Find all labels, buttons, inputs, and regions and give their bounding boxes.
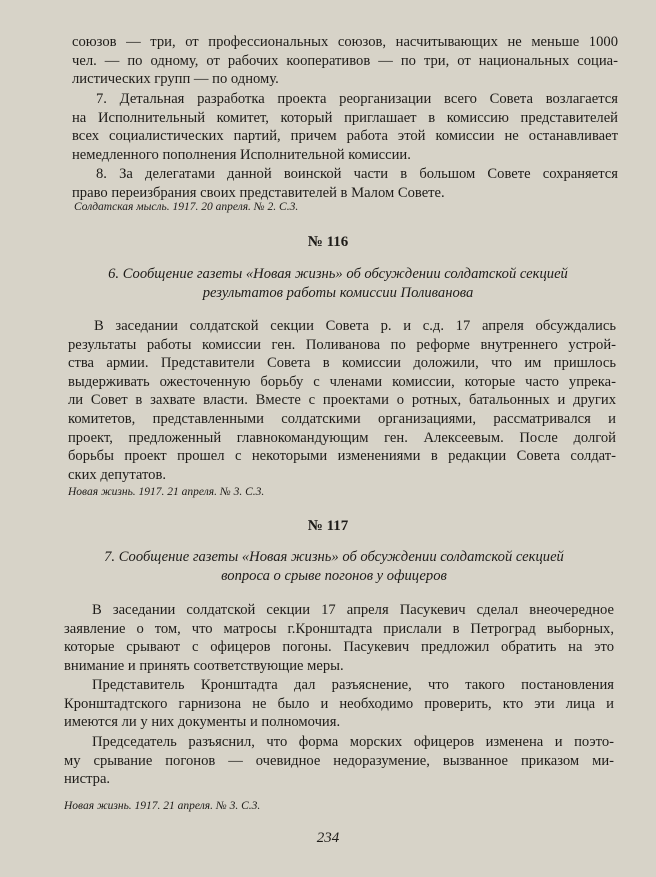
document-heading (56, 548, 612, 585)
text-line: 8. За делегатами данной воинской части в большом Совете сохраняется (96, 166, 618, 182)
document-number: № 117 (307, 518, 349, 534)
text-line: ства армии. Представители Совета в комиссии доложили, что им пришлось (68, 355, 616, 372)
text-line: ских депутатов. (68, 466, 167, 483)
heading-line: результатов работы комиссии Поливанова (202, 284, 474, 301)
text-line: союзов — три, от профессиональных союзов, насчитывающих не меньше 1000 (72, 34, 618, 50)
source-citation: Новая жизнь. 1917. 21 апреля. № 3. С.3. (68, 486, 265, 498)
document-body (68, 317, 616, 484)
text-line: чел. — по одному, от рабочих кооперативов — по три, от национальных социа- (72, 52, 618, 69)
paragraph (64, 733, 614, 789)
text-line: всех социалистических партий, причем работа этой комиссии не останавливает (72, 128, 618, 145)
heading-line: вопроса о срыве погонов у офицеров (221, 567, 447, 584)
document-heading (60, 265, 616, 302)
page-number: 234 (316, 830, 340, 846)
text-line: Представитель Кронштадта дал разъяснение, что такого постановления (92, 677, 614, 693)
text-line: проект, предложенный главнокомандующим ген. Алексеевым. После долгой (68, 429, 616, 446)
text-line: выдерживать ожесточенную борьбу с членами комиссии, которые часто упрека- (68, 373, 616, 390)
text-line: ли Совет в захвате власти. Вместе с проектами о ротных, батальонных и других (68, 392, 616, 409)
source-citation: Новая жизнь. 1917. 21 апреля. № 3. С.3. (64, 800, 261, 812)
paragraph (64, 676, 614, 732)
text-line: заявление о том, что матросы г.Кронштадта прислали в Петроград выборных, (64, 620, 614, 637)
text-line: немедленного пополнения Исполнительной комиссии. (72, 146, 411, 163)
document-number: № 116 (307, 234, 349, 250)
text-line: результаты работы комиссии ген. Поливанова по реформе внутреннего устрой- (68, 336, 616, 353)
heading-line: 7. Сообщение газеты «Новая жизнь» об обсуждении солдатской секцией (104, 549, 564, 565)
text-line: Кронштадтского гарнизона не было и необходимо проверить, кто эти лица и (64, 695, 614, 712)
text-line: Председатель разъяснил, что форма морских офицеров изменена и поэто- (92, 734, 614, 750)
text-line: право переизбрания своих представителей в Малом Совете. (72, 184, 445, 201)
text-line: В заседании солдатской секции Совета р. и с.д. 17 апреля обсуждались (94, 318, 616, 334)
text-line: внимание и принять соответствующие меры. (64, 657, 344, 674)
text-line: борьбы проект прошел с некоторыми изменениями в редакции Совета солдат- (68, 448, 616, 465)
text-line: комитетов, представленными солдатскими организациями, рассматривался и (68, 410, 616, 427)
text-line: му срывание погонов — очевидное недоразумение, вызванное приказом ми- (64, 752, 614, 769)
paragraph (64, 601, 614, 675)
paragraph-7 (72, 90, 618, 164)
text-line: листических групп — по одному. (72, 71, 279, 88)
paragraph-8 (72, 165, 618, 202)
paragraph-continuation (72, 33, 618, 89)
heading-line: 6. Сообщение газеты «Новая жизнь» об обсуждении солдатской секцией (108, 266, 568, 282)
text-line: которые срывают с офицеров погоны. Пасукевич предложил обратить на это (64, 639, 614, 656)
text-line: имеются ли у них документы и полномочия. (64, 714, 341, 731)
text-line: на Исполнительный комитет, который приглашает в комиссию представителей (72, 109, 618, 126)
source-citation: Солдатская мысль. 1917. 20 апреля. № 2. С.3. (74, 201, 299, 213)
text-line: В заседании солдатской секции 17 апреля Пасукевич сделал внеочередное (92, 602, 614, 618)
text-line: 7. Детальная разработка проекта реорганизации всего Совета возлагается (96, 91, 618, 107)
text-line: нистра. (64, 771, 111, 788)
